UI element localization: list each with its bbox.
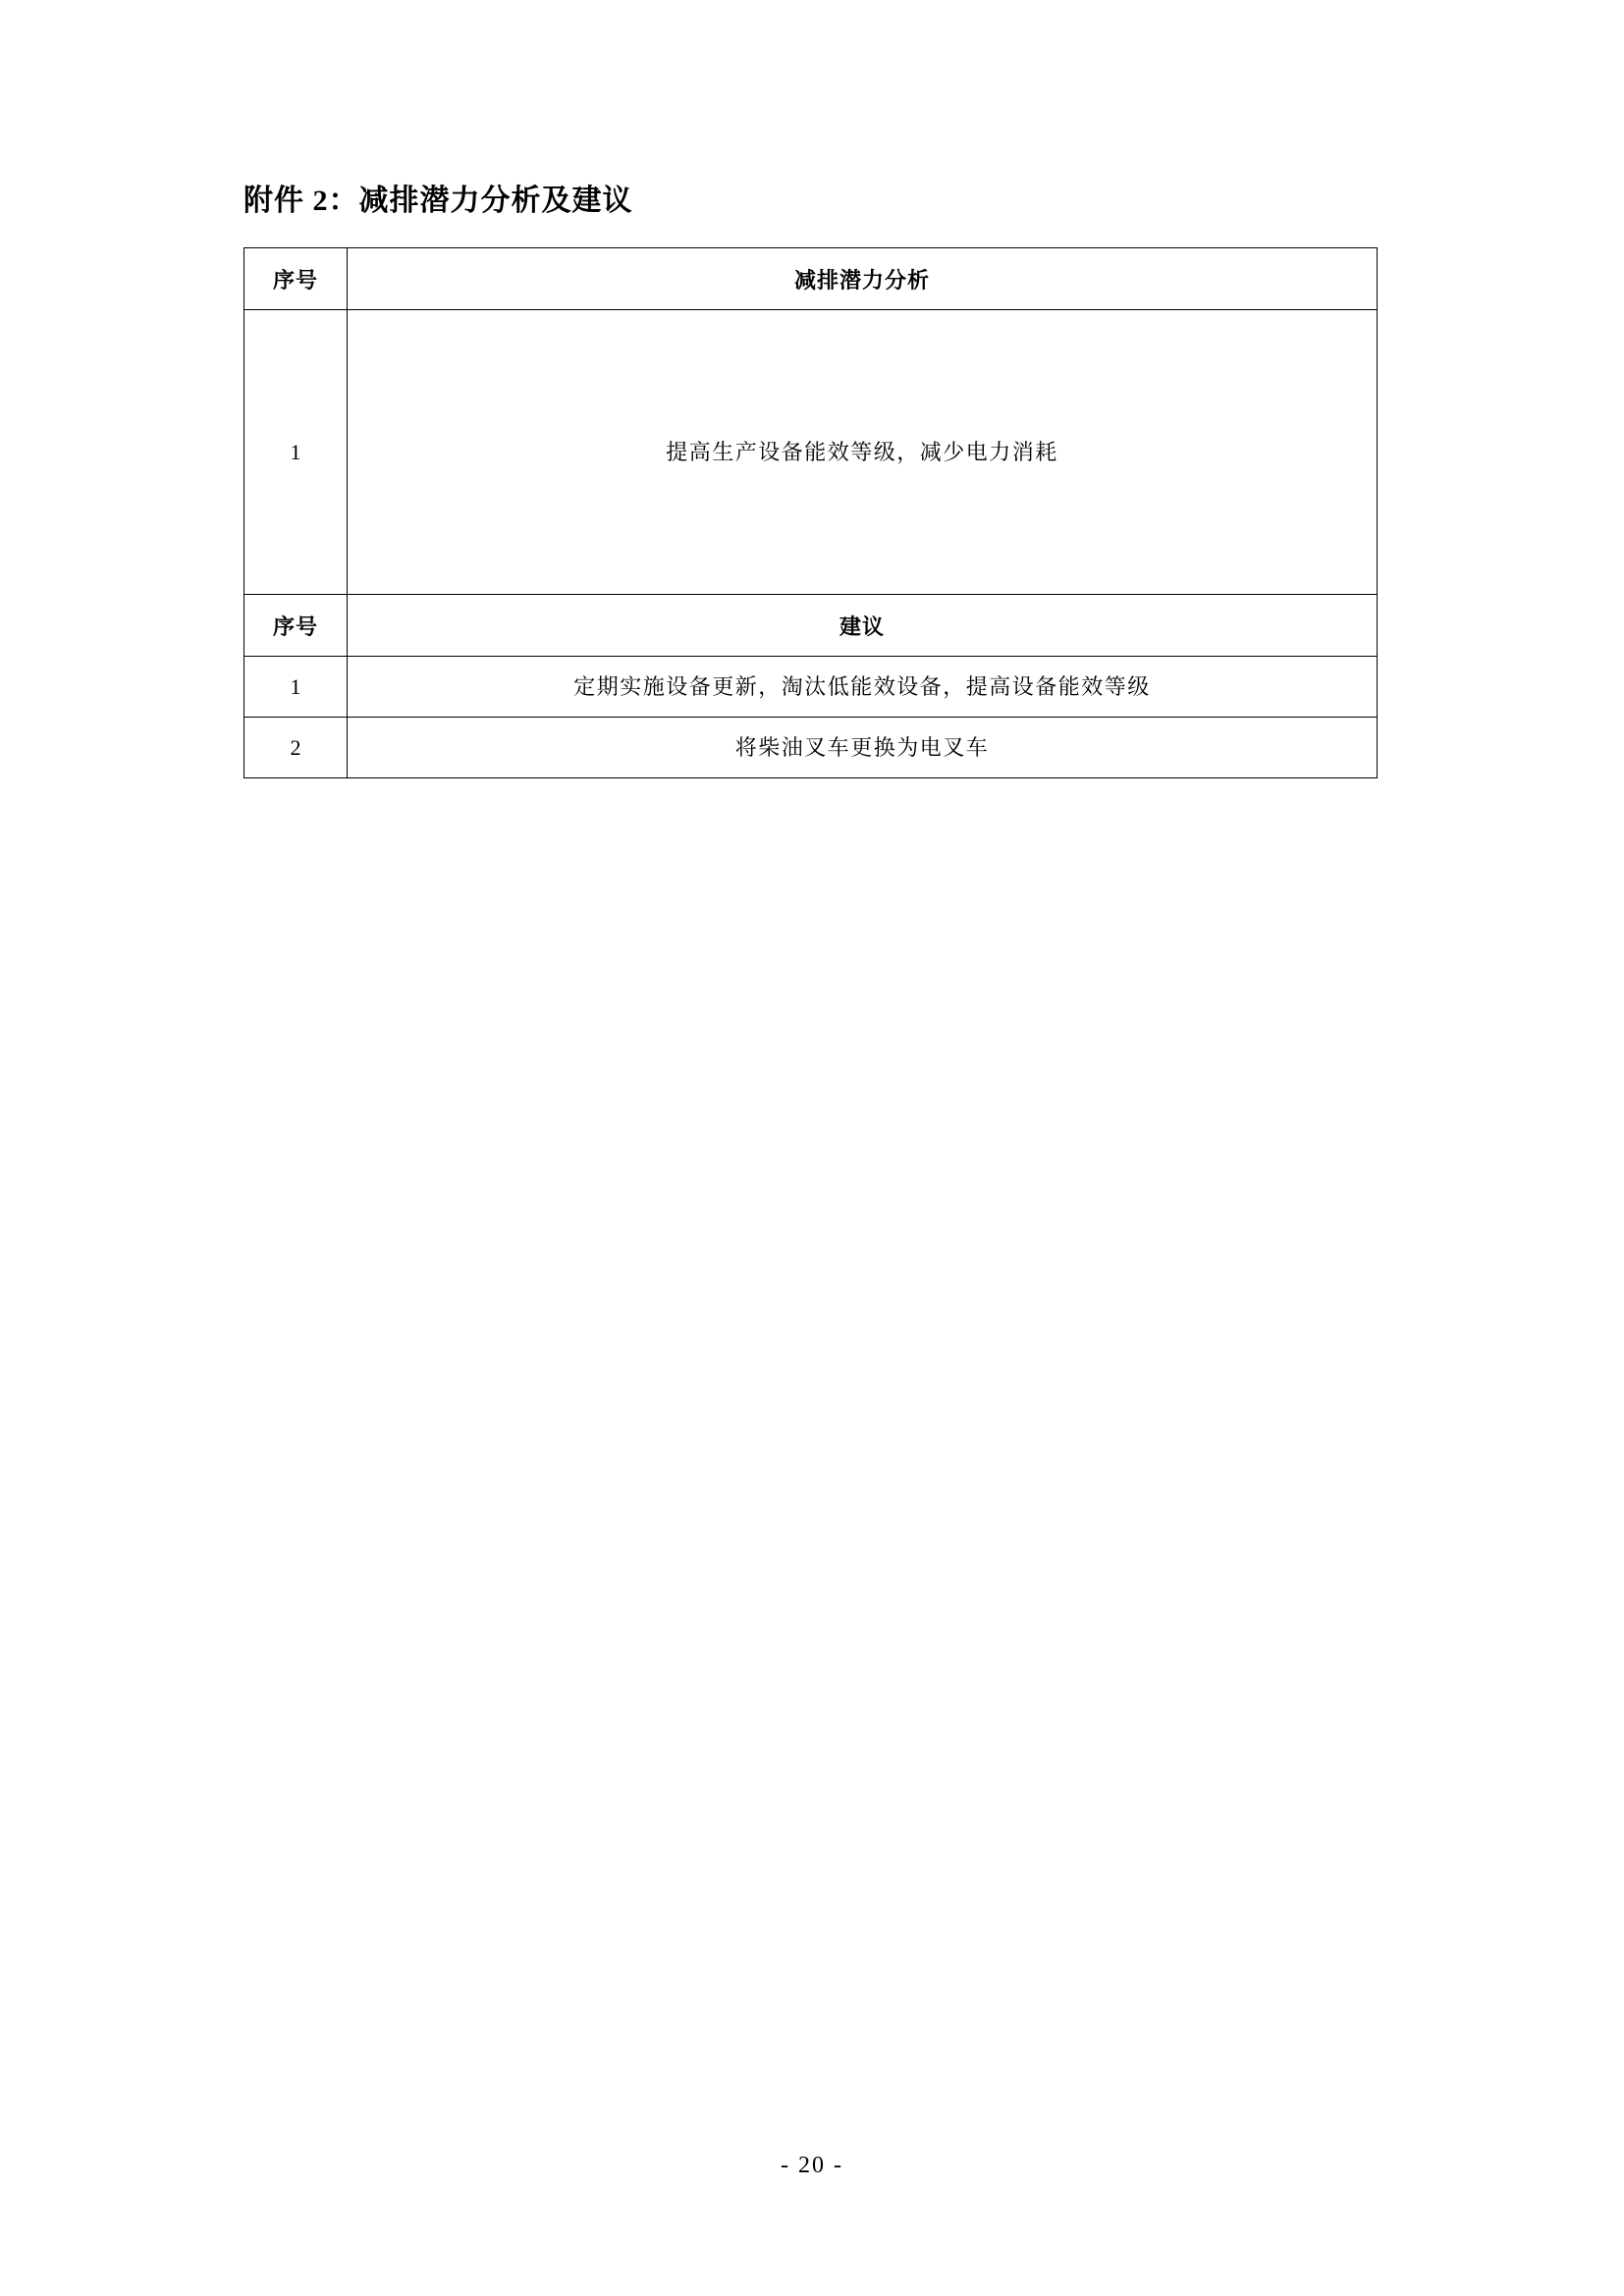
table-row xyxy=(244,310,1378,595)
row-index: 2 xyxy=(244,718,348,778)
row-content: 将柴油叉车更换为电叉车 xyxy=(348,718,1378,778)
column-header-index: 序号 xyxy=(244,248,348,310)
document-content xyxy=(244,182,1382,778)
row-index: 1 xyxy=(244,657,348,718)
column-header-index: 序号 xyxy=(244,595,348,657)
table-header-row xyxy=(244,248,1378,310)
column-header-suggestion: 建议 xyxy=(348,595,1378,657)
page-title: 附件 2：减排潜力分析及建议 xyxy=(244,185,633,217)
row-content: 提高生产设备能效等级，减少电力消耗 xyxy=(348,310,1378,595)
row-index: 1 xyxy=(244,310,348,595)
column-header-analysis: 减排潜力分析 xyxy=(348,248,1378,310)
table-row xyxy=(244,718,1378,778)
page-footer-number: - 20 - xyxy=(781,2153,843,2178)
row-content: 定期实施设备更新，淘汰低能效设备，提高设备能效等级 xyxy=(348,657,1378,718)
table-row xyxy=(244,657,1378,718)
emission-reduction-table xyxy=(244,247,1378,778)
table-header-row xyxy=(244,595,1378,657)
